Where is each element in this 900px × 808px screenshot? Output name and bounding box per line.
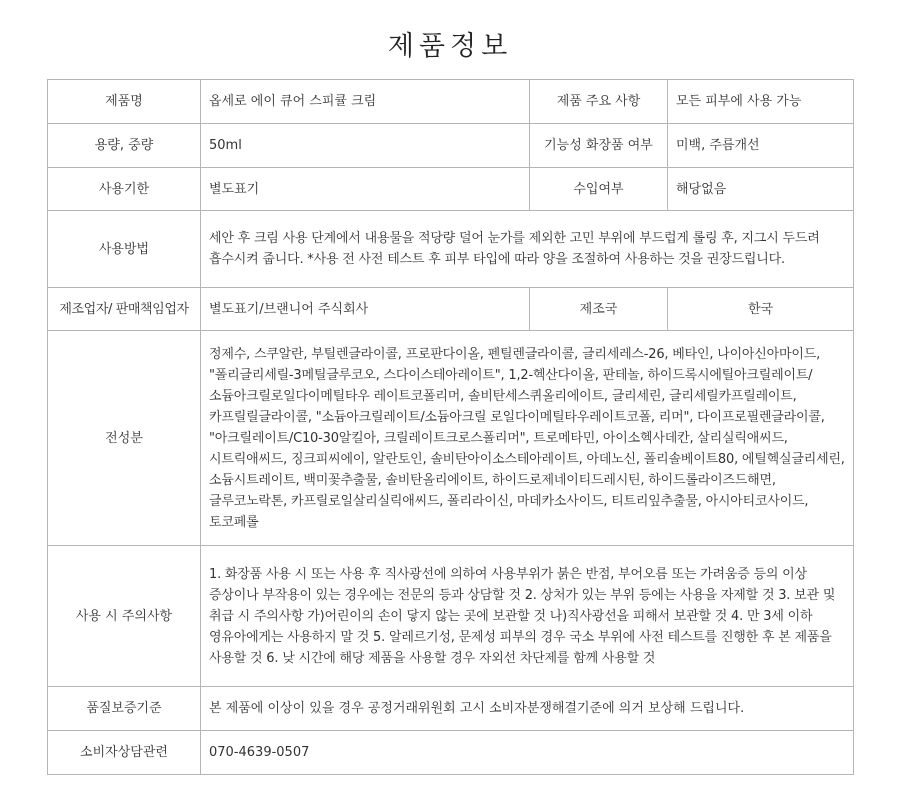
main-use-label: 제품 주요 사항 (530, 80, 668, 124)
table-row-consult (48, 731, 854, 775)
manufacturer-value: 별도표기/브랜니어 주식회사 (201, 288, 530, 331)
table-row-usage (48, 211, 854, 288)
manufacturer-label: 제조업자/ 판매책임업자 (48, 288, 201, 331)
consult-value: 070-4639-0507 (201, 731, 854, 775)
functional-label: 기능성 화장품 여부 (530, 124, 668, 168)
expiry-label: 사용기한 (48, 168, 201, 211)
ingredients-value: 정제수, 스쿠알란, 부틸렌글라이콜, 프로판다이올, 펜틸렌글라이콜, 글리세레스-26, 베타인, 나이아신아마이드, "폴리글리세릴-3메틸글루코오, 스다이스테아레이트", 1,2-헥산다이올, 판테놀, 하이드록시에틸아크릴레이트/ 소듐아크릴로일다이메틸타우 레이트코폴리머, 솔비탄세스퀴올리에이트, 글리세린, 글리세릴카프릴레이트, 카프릴릴글라이콜, "소듐아크릴레이트/소듐아크릴 로일다이메틸타우레이트코폴, 리머", 다이프로필렌글라이콜, "아크릴레이트/C10-30알킬아, 크릴레이트크로스폴리머", 트로메타민, 아이소헥사데칸, 살리실릭애씨드, 시트릭애씨드, 징크피씨에이, 알란토인, 솔비탄아이소스테아레이트, 아데노신, 폴리솔베이트80, 에틸헥실글리세린, 소듐시트레이트, 백미꽃추출물, 솔비탄올리에이트, 하이드로제네이티드레시틴, 하이드롤라이즈드해면, 글루코노락톤, 카프릴로일살리실릭애씨드, 폴리라이신, 마데카소사이드, 티트리잎추출물, 아시아티코사이드, 토코페롤 (201, 331, 854, 546)
usage-value: 세안 후 크림 사용 단계에서 내용물을 적당량 덜어 눈가를 제외한 고민 부위에 부드럽게 롤링 후, 지그시 두드려 흡수시켜 줍니다. *사용 전 사전 테스트 후 피부 타입에 따라 양을 조절하여 사용하는 것을 권장드립니다. (201, 211, 854, 288)
table-row-volume (48, 124, 854, 168)
table-row-manufacturer (48, 288, 854, 331)
quality-label: 품질보증기준 (48, 687, 201, 731)
volume-label: 용량, 중량 (48, 124, 201, 168)
caution-label: 사용 시 주의사항 (48, 546, 201, 687)
product-name-label: 제품명 (48, 80, 201, 124)
volume-value: 50ml (201, 124, 530, 168)
usage-label: 사용방법 (48, 211, 201, 288)
ingredients-label: 전성분 (48, 331, 201, 546)
page-title: 제품정보 (387, 31, 513, 62)
main-use-value: 모든 피부에 사용 가능 (668, 80, 854, 124)
table-row-expiry (48, 168, 854, 211)
functional-value: 미백, 주름개선 (668, 124, 854, 168)
consult-label: 소비자상담관련 (48, 731, 201, 775)
table-row-ingredients (48, 331, 854, 546)
table-row-quality (48, 687, 854, 731)
import-value: 해당없음 (668, 168, 854, 211)
country-value: 한국 (668, 288, 854, 331)
product-info-table (47, 79, 854, 775)
table-row-product-name (48, 80, 854, 124)
table-row-caution (48, 546, 854, 687)
country-label: 제조국 (530, 288, 668, 331)
expiry-value: 별도표기 (201, 168, 530, 211)
quality-value: 본 제품에 이상이 있을 경우 공정거래위원회 고시 소비자분쟁해결기준에 의거 보상해 드립니다. (201, 687, 854, 731)
product-name-value: 옵세로 에이 큐어 스피큘 크림 (201, 80, 530, 124)
caution-value: 1. 화장품 사용 시 또는 사용 후 직사광선에 의하여 사용부위가 붉은 반점, 부어오름 또는 가려움증 등의 이상 증상이나 부작용이 있는 경우에는 전문의 등과 상담할 것 2. 상처가 있는 부위 등에는 사용을 자제할 것 3. 보관 및 취급 시 주의사항 가)어린이의 손이 닿지 않는 곳에 보관할 것 나)직사광선을 피해서 보관할 것 4. 만 3세 이하 영유아에게는 사용하지 말 것 5. 알레르기성, 문제성 피부의 경우 국소 부위에 사전 테스트를 진행한 후 본 제품을 사용할 것 6. 낮 시간에 해당 제품을 사용할 경우 자외선 차단제를 함께 사용할 것 (201, 546, 854, 687)
import-label: 수입여부 (530, 168, 668, 211)
